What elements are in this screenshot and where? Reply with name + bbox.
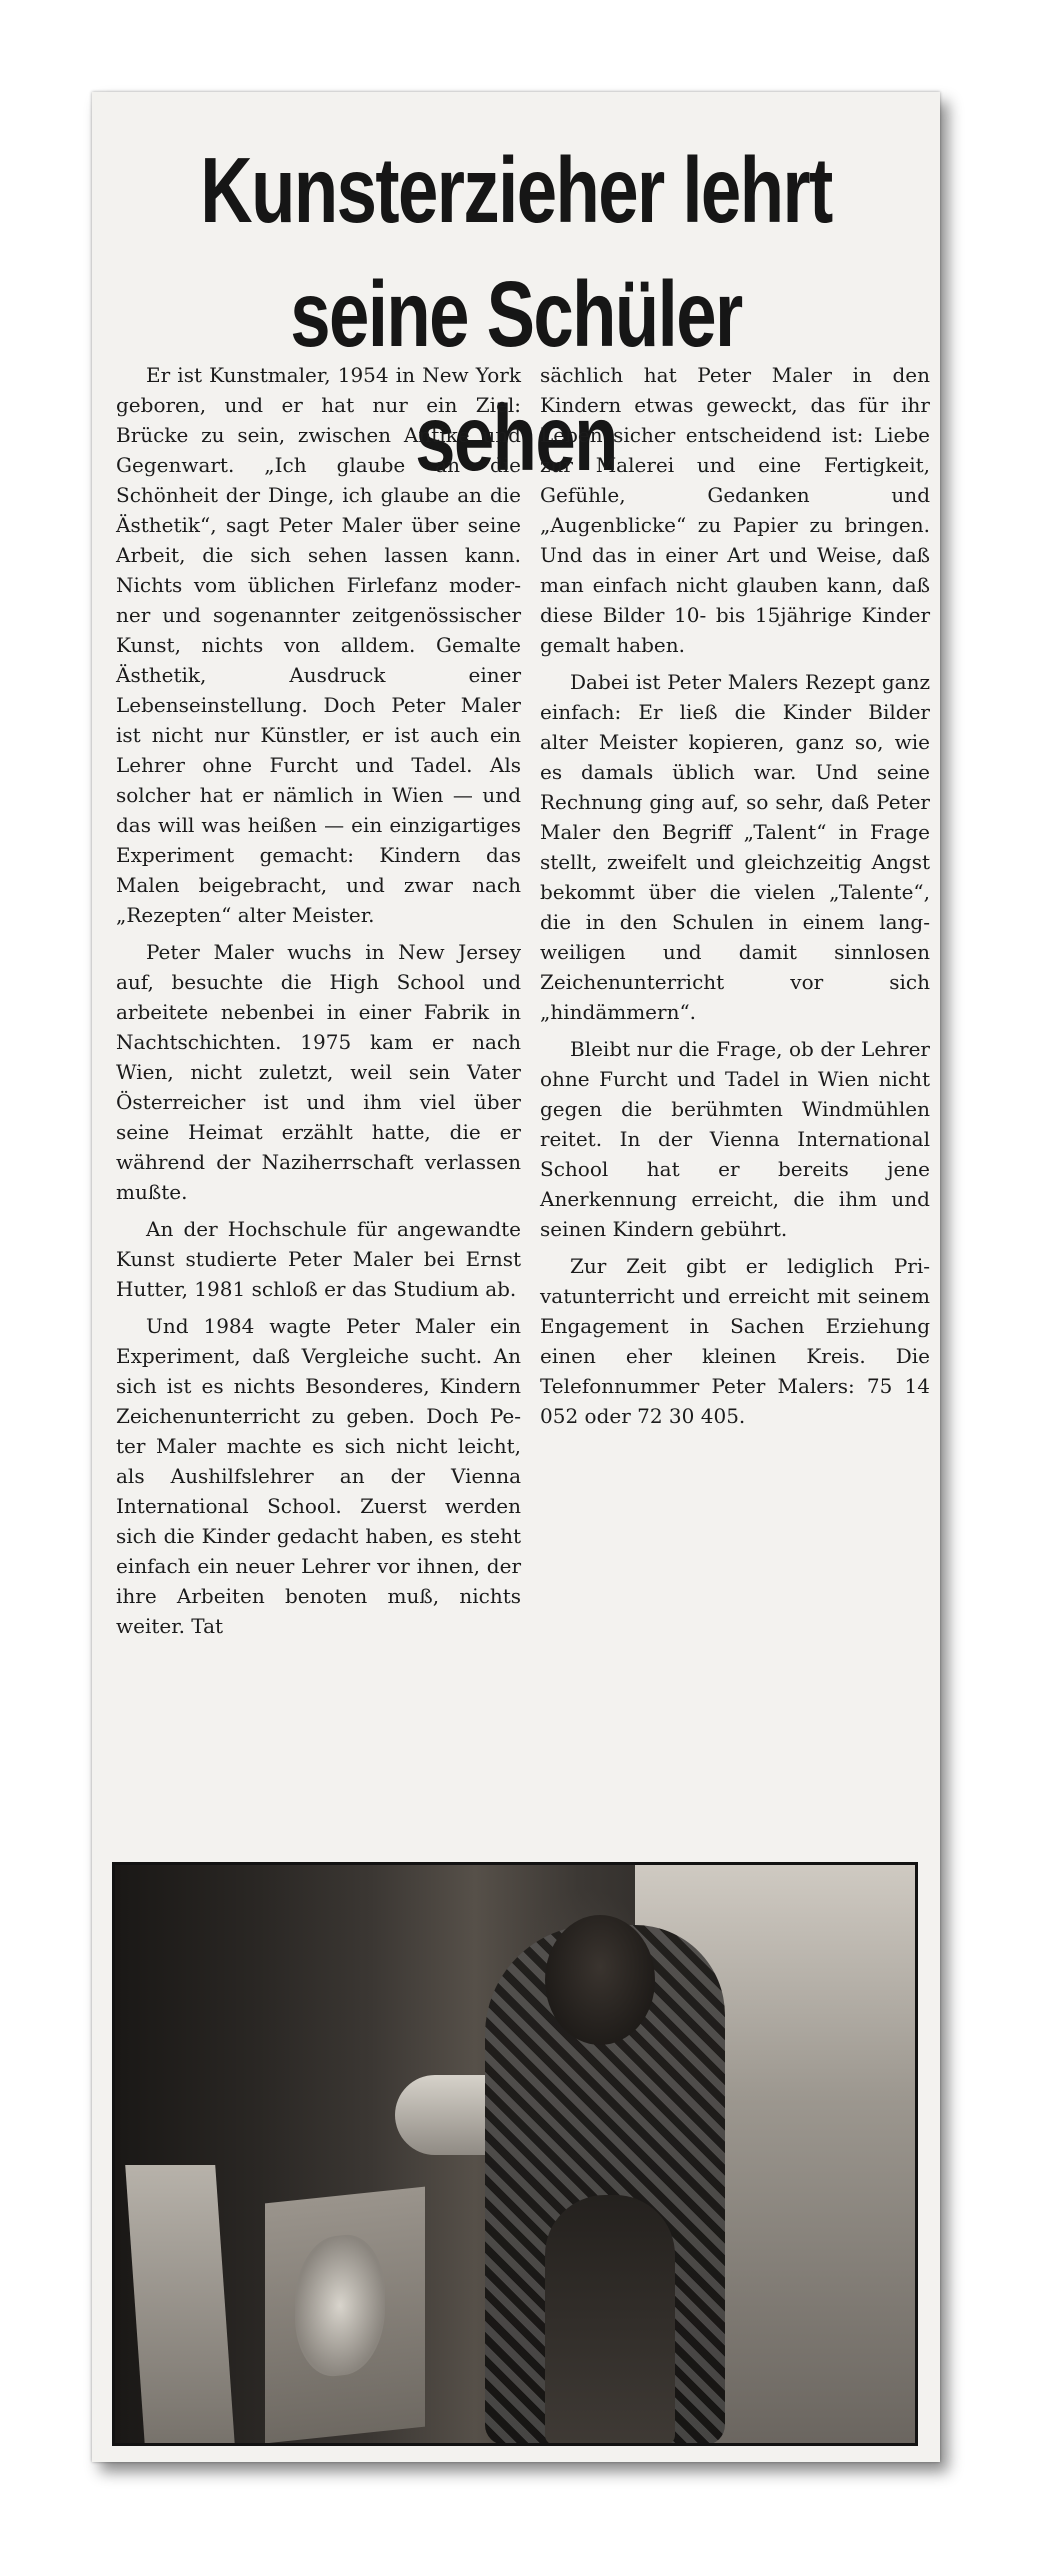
newspaper-clipping bbox=[92, 92, 940, 2462]
paragraph: Bleibt nur die Frage, ob der Lehrer ohne Furcht und Tadel in Wien nicht gegen die berühmten Windmühlen reitet. In der Vienna International School hat er bereits jene Anerkennung erreicht, die ihm und seinen Kindern gebührt. bbox=[540, 1037, 930, 1241]
photo-teacher-head bbox=[545, 1915, 655, 2045]
article-column-left bbox=[116, 360, 521, 1648]
paragraph: Er ist Kunstmaler, 1954 in New York geboren, und er hat nur ein Ziel: Brücke zu sein, zwischen Antike und Gegenwart. „Ich glaube an die Schönheit der Dinge, ich glaube an die Ästhetik“, sagt Peter Maler über seine Arbeit, die sich sehen lassen kann. Nichts vom üblichen Firlefanz moderner und sogenannter zeitgenössischer Kunst, nichts von alldem. Gemalte Ästhetik, Ausdruck einer Lebenseinstellung. Doch Peter Maler ist nicht nur Künstler, er ist auch ein Lehrer ohne Furcht und Tadel. Als solcher hat er nämlich in Wien — und das will was heißen — ein einzigartiges Experiment gemacht: Kindern das Malen beigebracht, und zwar nach „Rezepten“ alter Meister. bbox=[116, 363, 521, 927]
photo-child bbox=[545, 2195, 675, 2445]
paragraph: Zur Zeit gibt er lediglich Privatunterricht und erreicht mit seinem Engagement in Sachen Erziehung einen eher kleinen Kreis. Die Telefonnummer Peter Malers: 75 14 052 oder 72 30 405. bbox=[540, 1254, 930, 1428]
paragraph: Dabei ist Peter Malers Rezept ganz einfach: Er ließ die Kinder Bilder alter Meister kopieren, ganz so, wie es damals üblich war. Und seine Rechnung ging auf, so sehr, daß Peter Maler den Begriff „Talent“ in Frage stellt, zweifelt und gleichzeitig Angst bekommt über die vielen „Talente“, die in den Schulen in einem langweiligen und damit sinnlosen Zeichenunterricht vor sich „hindämmern“. bbox=[540, 670, 930, 1024]
paragraph: Peter Maler wuchs in New Jersey auf, besuchte die High School und arbeitete nebenbei in einer Fabrik in Nachtschichten. 1975 kam er nach Wien, nicht zuletzt, weil sein Vater Österreicher ist und ihm viel über seine Heimat erzählt hatte, die er während der Naziherrschaft verlassen mußte. bbox=[116, 940, 521, 1204]
article-column-right bbox=[540, 360, 930, 1438]
photo-canvas bbox=[265, 2187, 425, 2444]
headline-line-1: Kunsterzieher lehrt bbox=[200, 138, 832, 242]
classroom-photo bbox=[112, 1862, 918, 2446]
photo-easel bbox=[125, 2165, 235, 2445]
paragraph: Und 1984 wagte Peter Maler ein Experiment, daß Vergleiche sucht. An sich ist es nichts Besonderes, Kindern Zeichenunterricht zu geben. Doch Peter Maler machte es sich nicht leicht, als Aushilfslehrer an der Vienna International School. Zuerst werden sich die Kinder gedacht haben, es steht einfach ein neuer Lehrer vor ihnen, der ihre Arbeiten benoten muß, nichts weiter. Tat bbox=[116, 1314, 521, 1638]
headline-line-2: seine Schüler sehen bbox=[290, 262, 742, 490]
paragraph: An der Hochschule für angewandte Kunst studierte Peter Maler bei Ernst Hutter, 1981 schloß er das Studium ab. bbox=[116, 1217, 521, 1301]
paragraph: sächlich hat Peter Maler in den Kindern etwas geweckt, das für ihr Leben sicher entscheidend ist: Liebe zur Malerei und eine Fertigkeit, Gefühle, Gedanken und „Augenblicke“ zu Papier zu bringen. Und das in einer Art und Weise, daß man einfach nicht glauben kann, daß diese Bilder 10- bis 15jährige Kinder gemalt haben. bbox=[540, 363, 930, 657]
